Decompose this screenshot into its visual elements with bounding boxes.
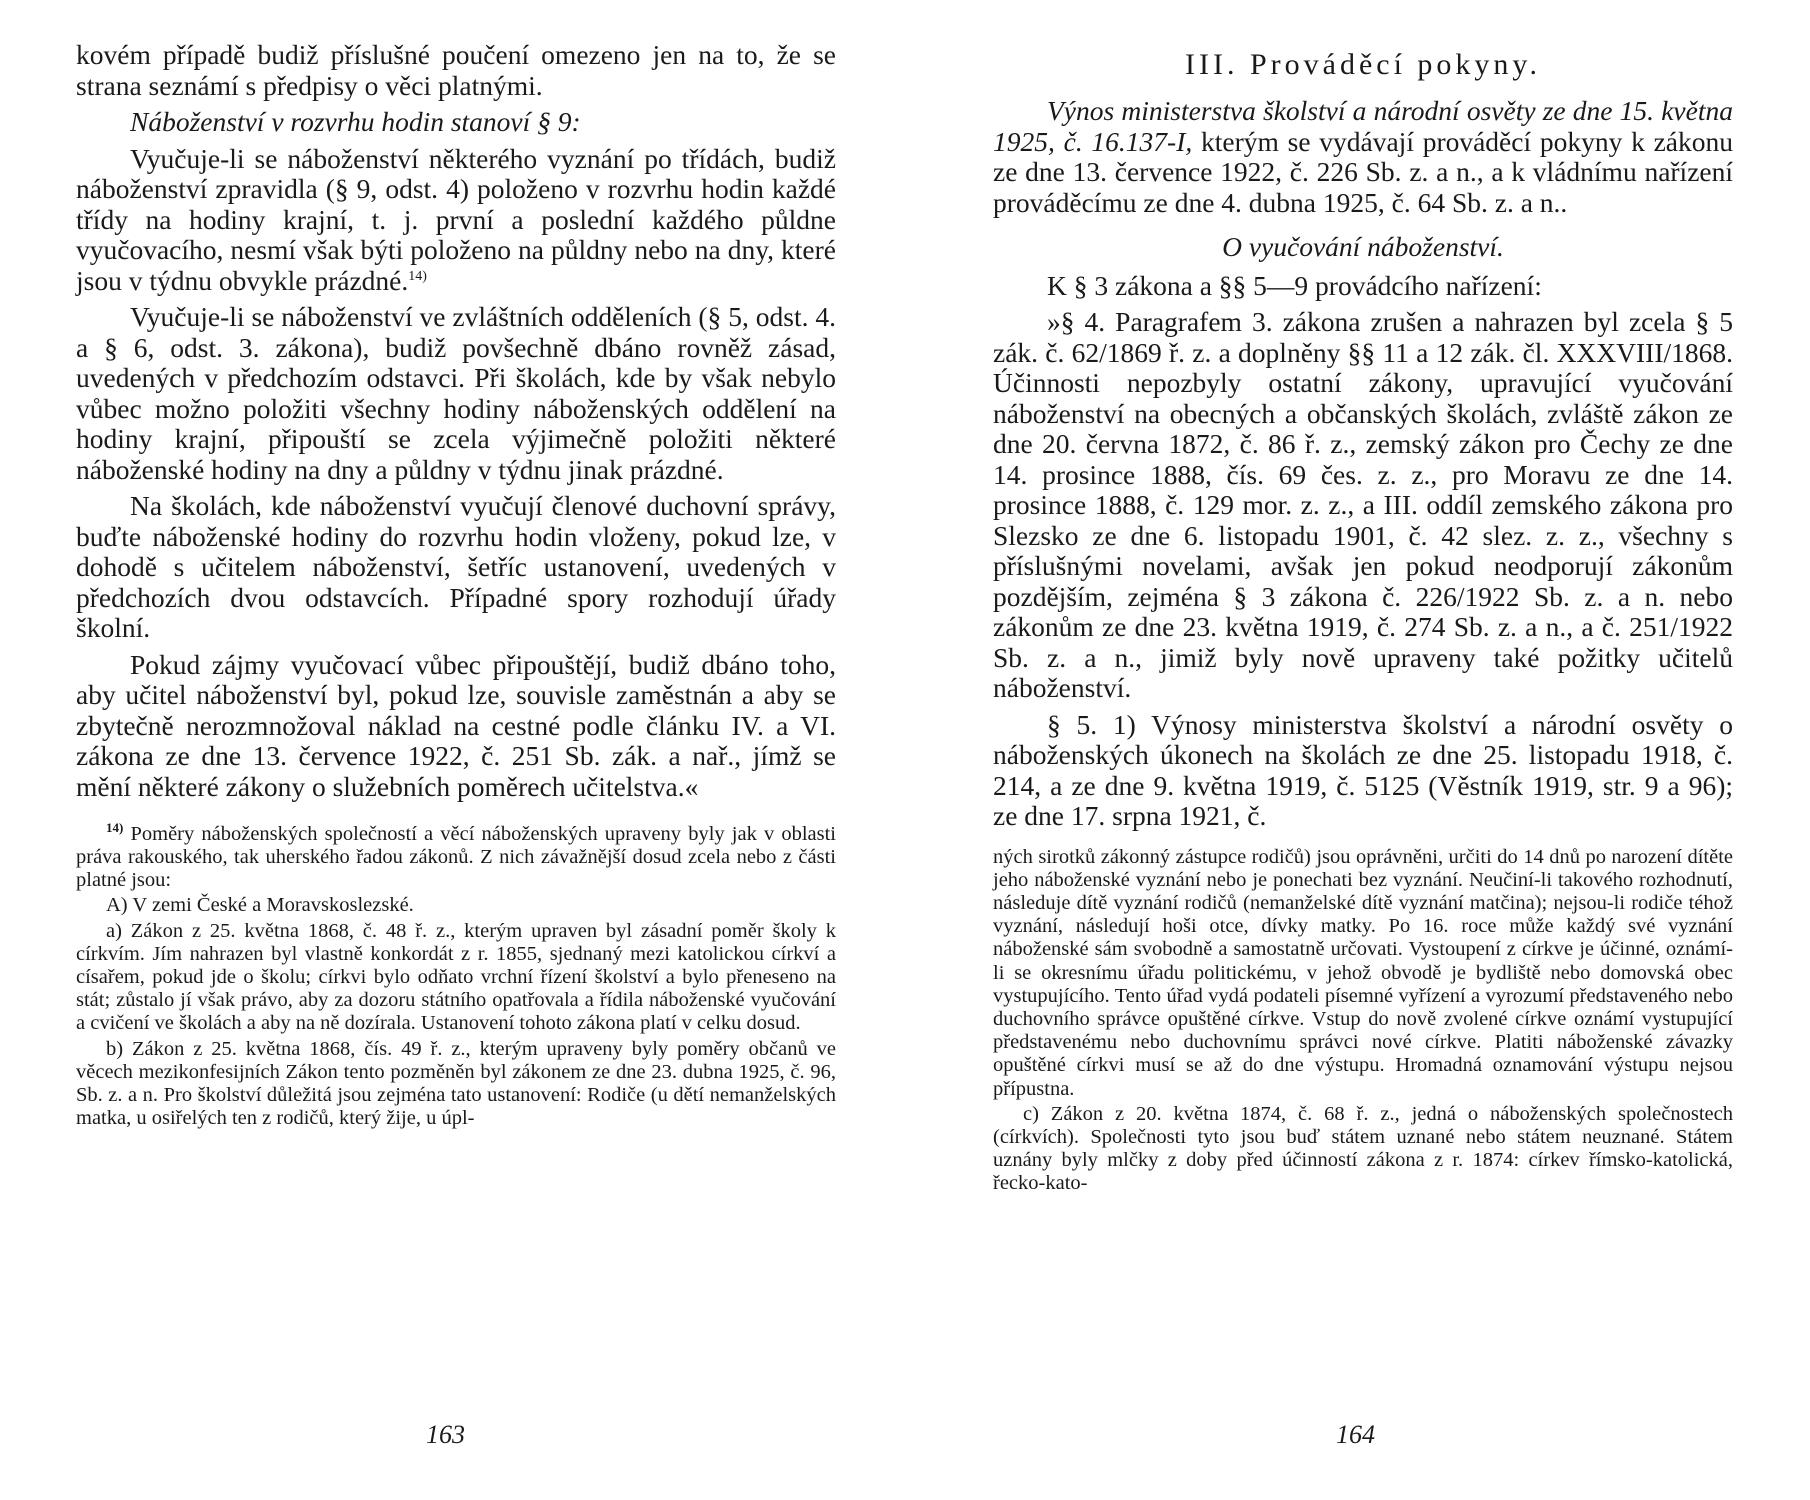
footnote: a) Zákon z 25. května 1868, č. 48 ř. z., kterým upraven byl zásadní poměr školy k církvím. Jím nahrazen byl vlastně konkordát z r. 1855, sjednaný mezi katolickou církví a císařem, pokud jde o školu; církvi bylo odňato vrchní řízení školství a bylo přeneseno na stát; zůstalo jí však právo, aby za dozoru státního opatřovala a řídila náboženské vyučování a cvičení ve školách a aby na ně dozírala. Ustanovení tohoto zákona platí v celku dosud. bbox=[76, 919, 836, 1035]
footnote-reference: 14) bbox=[408, 268, 427, 284]
left-page bbox=[76, 40, 836, 1132]
paragraph: Vyučuje-li se náboženství ve zvláštních odděleních (§ 5, odst. 4. a § 6, odst. 3. zákona), budiž povšechně dbáno rovněž zásad, uvedených v předchozím odstavci. Při školách, kde by však nebylo vůbec možno položiti všechny hodiny náboženských oddělení na hodiny krajní, připouští se zcela výjimečně položiti některé náboženské hodiny na dny a půldny v týdnu jinak prázdné. bbox=[76, 301, 836, 485]
page-number-right: 164 bbox=[1336, 1420, 1375, 1449]
left-footnotes bbox=[76, 816, 836, 1130]
paragraph: Vyučuje-li se náboženství některého vyznání po třídách, budiž náboženství zpravidla (§ 9, odst. 4) položeno v rozvrhu hodin každé třídy na hodiny krajní, t. j. první a poslední každého půldne vyučovacího, nesmí však býti položeno na půldny nebo na dny, které jsou v týdnu obvykle prázdné.$^{14)}$ bbox=[76, 142, 836, 296]
right-footnotes bbox=[993, 846, 1733, 1196]
footnote: ných sirotků zákonný zástupce rodičů) jsou oprávněni, určiti do 14 dnů po narození dítěte jeho náboženské vyznání nebo je ponechati bez vyznání. Neučiní-li takového rozhodnutí, následuje dítě vyznání rodičů (nemanželské dítě vyznání matčina); nejsou-li rodiče téhož vyznání, následují hoši otce, dívky matky. Po 16. roce může každý své vyznání náboženské sám svobodně a samostatně určovati. Vystoupení z církve je účinné, oznámí-li se okresnímu úřadu politickému, v jehož obvodě je bydliště nebo domovská obec vystupujícího. Tento úřad vydá podateli písemné vyřízení a vyrozumí představeného nebo duchovního správce opuštěné církve. Vstup do nově zvolené církve oznámí vystupující představenému nebo duchovnímu správci nové církve. Platiti náboženské závazky opuštěné církvi musí se až do dne výstupu. Hromadná oznamování výstupu nejsou přípustna. bbox=[993, 845, 1733, 1100]
paragraph: kovém případě budiž příslušné poučení omezeno jen na to, že se strana seznámí s předpisy o věci platnými. bbox=[76, 39, 836, 101]
footnote: c) Zákon z 20. května 1874, č. 68 ř. z., jedná o náboženských společnostech (církvích). Společnosti tyto jsou buď státem uznané nebo státem neuznané. Státem uznány byly mlčky z doby před účinností zákona z r. 1874: církev římsko-katolická, řecko-kato- bbox=[993, 1102, 1733, 1195]
right-page bbox=[993, 40, 1733, 1198]
page-number-left: 163 bbox=[426, 1420, 465, 1449]
footnote: A) V zemi České a Moravskoslezské. bbox=[106, 894, 414, 917]
left-main-text bbox=[76, 40, 836, 802]
footnote-marker: 14) bbox=[106, 820, 124, 835]
decree-title: Výnos ministerstva školství a národní osvěty ze dne 15. května 1925, č. 16.137-I, bbox=[993, 95, 1733, 157]
right-main-text bbox=[993, 48, 1733, 832]
subheading: O vyučování náboženství. bbox=[1222, 231, 1504, 262]
footnote: $^{14)}$ Poměry náboženských společností a věcí náboženských upraveny byly jak v oblasti práva rakouského, tak uherského řadou zákonů. Z nich závažnější dosud zcela nebo z části platné jsou: bbox=[76, 820, 836, 892]
section-lead: Náboženství v rozvrhu hodin stanoví § 9: bbox=[130, 106, 581, 137]
decree-paragraph: Výnos ministerstva školství a národní osvěty ze dne 15. května 1925, č. 16.137-I, kterým se vydávají prováděcí pokyny k zákonu ze dne 13. července 1922, č. 226 Sb. z. a n., a k vládnímu nařízení prováděcímu ze dne 4. dubna 1925, č. 64 Sb. z. a n.. bbox=[993, 95, 1733, 218]
intro-line: K § 3 zákona a §§ 5—9 provádcího nařízení: bbox=[1047, 269, 1542, 301]
footnote: b) Zákon z 25. května 1868, čís. 49 ř. z., kterým upraveny byly poměry občanů ve věcech mezikonfesijních Zákon tento pozměněn byl zákonem ze dne 23. dubna 1925, č. 96, Sb. z. a n. Pro školství důležitá jsou zejména tato ustanovení: Rodiče (u dětí nemanželských matka, u osiřelých ten z rodičů, který žije, u úpl- bbox=[76, 1037, 836, 1130]
paragraph: Na školách, kde náboženství vyučují členové duchovní správy, buďte náboženské hodiny do rozvrhu hodin vloženy, pokud lze, v dohodě s učitelem náboženství, šetříc ustanovení, uvedených v předchozích dvou odstavcích. Případné spory rozhodují úřady školní. bbox=[76, 490, 836, 643]
paragraph: Pokud zájmy vyučovací vůbec připouštějí, budiž dbáno toho, aby učitel náboženství byl, pokud lze, souvisle zaměstnán a aby se zbytečně nerozmnožoval náklad na cestné podle článku IV. a VI. zákona ze dne 13. července 1922, č. 251 Sb. zák. a nař., jímž se mění některé zákony o služebních poměrech učitelstva.« bbox=[76, 648, 836, 802]
paragraph: »§ 4. Paragrafem 3. zákona zrušen a nahrazen byl zcela § 5 zák. č. 62/1869 ř. z. a doplněny §§ 11 a 12 zák. čl. XXXVIII/1868. Účinnosti nepozbyly ostatní zákony, upravující vyučování náboženství na obecných a občanských školách, zvláště zákon ze dne 20. června 1872, č. 86 ř. z., zemský zákon pro Čechy ze dne 14. prosince 1888, čís. 69 čes. z. z., pro Moravu ze dne 14. prosince 1888, č. 129 mor. z. z., a III. oddíl zemského zákona pro Slezsko ze dne 6. listopadu 1901, č. 42 slez. z. z., všechny s příslušnými novelami, avšak jen pokud neodporují zákonům pozdějším, zejména § 3 zákona č. 226/1922 Sb. z. a n. nebo zákonům ze dne 23. května 1919, č. 274 Sb. z. a n., a č. 251/1922 Sb. z. a n., jimiž byly nově upraveny také požitky učitelů náboženství. bbox=[993, 306, 1733, 703]
chapter-heading: III. Prováděcí pokyny. bbox=[1185, 48, 1541, 81]
paragraph: § 5. 1) Výnosy ministerstva školství a národní osvěty o náboženských úkonech na školách ze dne 25. listopadu 1918, č. 214, a ze dne 9. května 1919, č. 5125 (Věstník 1919, str. 9 a 96); ze dne 17. srpna 1921, č. bbox=[993, 708, 1733, 831]
